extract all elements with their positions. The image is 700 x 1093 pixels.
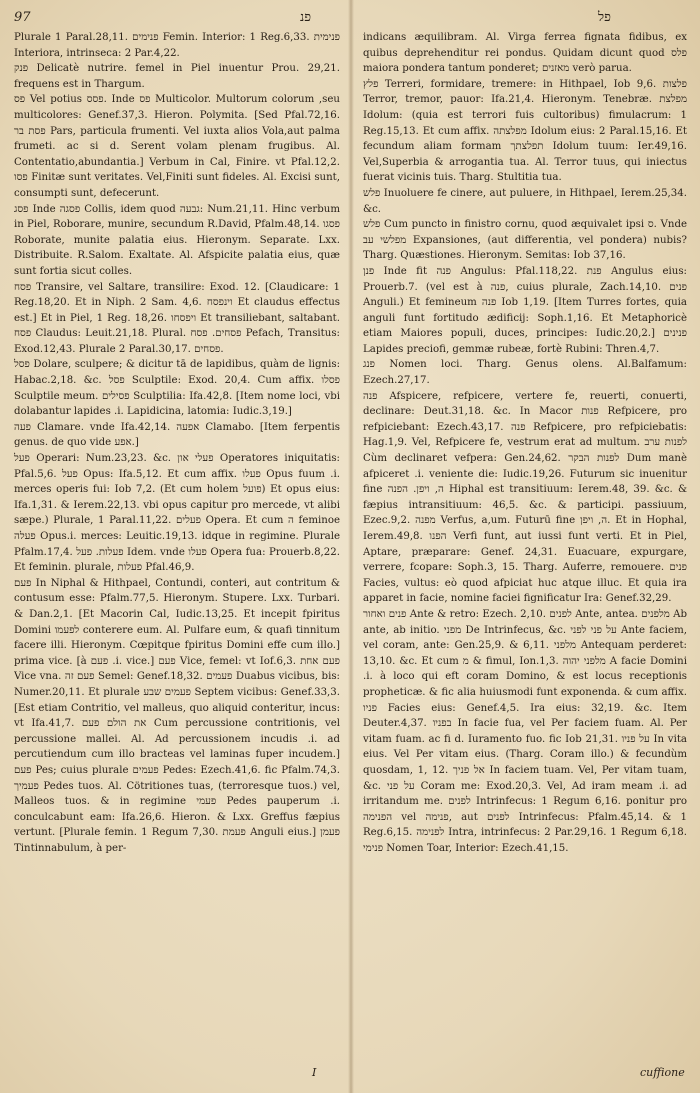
catchword: cuffione [640, 1066, 685, 1079]
entry-paragraph: פנן Inde fit פנה Angulus: Pfal.118,22. פנת Angulus eius: Prouerb.7. (vel est à פנה, cuius plurale, Zach.14,10. פנים Anguli.) Et femineum פנה Iob 1,19. [Item Turres fortes, quia anguli funt fortitudo ædificij: Soph.1,16. Et Metaphoricè etiam Maiores populi, duces, principes: Iudic.20,2.] פנינים Lapides preciofi, gemmæ rubeæ, fortè Rubini: Thren.4,7. [363, 265, 687, 355]
entry-paragraph: פעם In Niphal & Hithpael, Contundi, conteri, aut contritum & contusum esse: Pfalm.77,5. Hieronym. Stupere. Lxx. Turbari. & Dan.2,1. [Et Macorin Cal, Iudic.13,25. Et incepit fpiritus Domini לפעמו conterere eum. Al. Pulfare eum, & quafi tinnitum facere illi. Hieronym. Cœpitque fpiritus Domini effe cum illo.] prima vice. [à פעם .i. vice.] פעם Vice, femel: vt Iof.6,3. פעם אחת Vice vna. פעם זה Semel: Genef.18,32. פעמים Duabus vicibus, bis: Numer.20,11. Et plurale פעמים שבע Septem vicibus: Genef.33,3. [Est etiam Contritio, vel malleus, quo aliquid conteritur, incus: vt Ifa.41,7. את הולם פעם Cum percussione contritionis, vel percussione mallei. Al. Ad percussionem incudis .i. ad percutiendum cum illo bracteas vel laminas fuper incudem.] פעם Pes; cuius plurale פעמים Pedes: Ezech.41,6. fic Pfalm.74,3. פעמיך Pedes tuos. Al. Cötritiones tuas, (terroresque tuos.) vel, Malleos tuos. & in regimine פעמי Pedes pauperum .i. conculcabunt eam: Ifa.26,6. Hieron. & Lxx. Greffus fæpius vertunt. [Plurale femin. 1 Regum 7,30. פעמת Anguli eius.] פעמן Tintinnabulum, à per- [14, 577, 340, 854]
entry-paragraph: Plurale 1 Paral.28,11. פנימים Femin. Interior: 1 Reg.6,33. פנימית Interiora, intrinseca: 2 Par.4,22. [14, 32, 340, 59]
entry-paragraph: פלש Inuoluere fe cinere, aut puluere, in Hithpael, Ierem.25,34. &c. [363, 187, 687, 215]
entry-paragraph: פנג Nomen loci. Tharg. Genus olens. Al.Balfamum: Ezech.27,17. [363, 359, 687, 387]
entry-paragraph: פסג Inde פסגה Collis, idem quod גבעה: Num.21,11. Hinc verbum in Piel, Roborare, munire, secundum R.David, Pfalm.48,14. פסגו Roborate, munite palatia eius. Hieronym. Separate. Lxx. Distribuite. R.Salom. Exaltate. Al. Afspicite palatia eius, quæ sunt fortia sicut colles. [14, 203, 340, 277]
running-head-right: פל [598, 10, 611, 25]
entry-paragraph: פנק Delicatè nutrire. femel in Piel inuentur Prou. 29,21. frequens est in Thargum. [14, 63, 340, 90]
signature-mark: I [312, 1066, 317, 1079]
running-head-left: פנ [300, 10, 312, 25]
entry-paragraph: פנים ואחור Ante & retro: Ezech. 2,10. לפנים Ante, antea. מלפנים Ab ante, ab initio. מפני De Intrinfecus, &c. על פני לפני Ante faciem, vel coram, ante: Gen.25,9. & 6,11. מלפני Antequam perderet: 13,10. &c. Et cum מ & fimul, Ion.1,3. מלפני יהוה A facie Domini .i. à loco qui eft coram Domino, & est locus receptionis propheticæ. & fic alia huiusmodi funt exponenda. & cum affix. פניו Facies eius: Genef.4,5. Ira eius: 32,19. &c. Item Deuter.4,37. בפניו In facie fua, vel Per faciem fuam. Al. Per vitam fuam. ac fi d. Iuramento fuo. fic Iob 21,31. על פניו In vita eius. Vel Per vitam eius. (Tharg. Coram illo.) & fecundùm quosdam, 1, 12. אל פניך In faciem tuam. Vel, Per vitam tuam, &c. על פני Coram me: Exod.20,3. Vel, Ad iram meam .i. ad irritandum me. לפנים Intrinfecus: 1 Regum 6,16. ponitur pro הפנימה vel פנימה, aut לפנים Intrinfecus: Pfalm.45,14. & 1 Reg.6,15. לפנימה Intra, intrinfecus: 2 Par.29,16. 1 Regum 6,18. פנימי Nomen Toar, Interior: Ezech.41,15. [363, 608, 687, 854]
page-number: 97 [14, 10, 31, 25]
entry-paragraph: פלץ Terreri, formidare, tremere: in Hithpael, Iob 9,6. פלצות Terror, tremor, pauor: Ifa.21,4. Hieronym. Tenebræ. מפלצת Idolum: (quia est terrori fuis cultoribus) fimulacrum: 1 Reg.15,13. Et cum affix. מפלצתה Idolum eius: 2 Paral.15,16. Et fecundum aliam formam תפלצתך Idolum tuum: Ier.49,16. Vel,Superbia & arrogantia tua. Al. Terror tuus, qui iniectus fuerat vicinis tuis. Tharg. Stultitia tua. [363, 78, 687, 184]
entry-paragraph: פעה Clamare. vnde Ifa.42,14. אפעה Clamabo. [Item ferpentis genus. de quo vide אפע.] [14, 421, 340, 449]
entry-paragraph: פלש Cum puncto in finistro cornu, quod æquivalet ipsi ס. Vnde מפלשי עב Expansiones, (aut differentia, vel pondera) nubis? Tharg. Quæstiones. Hieronym. Semitas: Iob 37,16. [363, 219, 687, 262]
entry-paragraph: פעל Operari: Num.23,23. &c. פעלי און Operatores iniquitatis: Pfal.5,6. פעל Opus: Ifa.5,12. Et cum affix. פעלו Opus fuum .i. merces operis fui: Iob 7,2. (Et cum holem פועל) Et opus eius: Ifa.1,31. & Ierem.22,13. vbi opus capitur pro mercede, vt alibi sæpe.) Plurale, 1 Paral.11,22. פעלים Opera. Et cum ה feminoe פעלה Opus.i. merces: Leuitic.19,13. idque in regimine. Plurale Pfalm.17,4. פעלות. פעל Idem. vnde פעלו Opera fua: Prouerb.8,22. Et feminin. plurale, פעלות Pfal.46,9. [14, 453, 340, 574]
entry-paragraph: פסח Transire, vel Saltare, transilire: Exod. 12. [Claudicare: 1 Reg.18,20. Et in Niph. 2 Sam. 4,6. וינפסח Et claudus effectus est.] Et in Piel, 1 Reg. 18,26. ויפסחו Et transiliebant, saltabant. פסח Claudus: Leuit.21,18. Plural. פסחים. פסח Pefach, Transitus: Exod.12,43. Plurale 2 Paral.30,17. פסחים. [14, 281, 340, 355]
right-column [363, 30, 687, 1080]
entry-paragraph: פנה Afspicere, refpicere, vertere fe, reuerti, conuerti, declinare: Deut.31,18. &c. In Macor פנות Refpicere, pro refpiciebant: Ezech.43,17. פנה Refpicere, pro refpiciebatis: Hag.1,9. Vel, Refpicere fe, vestrum erat ad multum. לפנות ערב Cùm declinaret vefpera: Gen.24,62. לפנות הבקר Dum manè afpiceret .i. veniente die: Iudic.19,26. Futurum sic inuenitur fine ה, ויפן. הפנה Hiphal est transitiuum: Ierem.48, 39. &c. & fæpius intransitiuum: 46,5. &c. & participi. passiuum, Ezec.9,2. מפנה Verfus, a,um. Futurū fine ה, ויפן. Et in Hophal, Ierem.49,8. הפנו Verfi funt, aut iussi funt verti. Et in Piel, Aptare, præparare: Genef. 24,31. Euacuare, expurgare, verrere, fcopare: Soph.3, 15. Tharg. Auferre, remouere. פנים Facies, vultus: eò quod afpiciat huc atque illuc. Et quia ira apparet in facie, nomine faciei fignificatur Ira: Genef.32,29. [363, 390, 687, 605]
entry-paragraph: פס Vel potius פסס. Inde פס Multicolor. Multorum colorum ,seu multicolores: Genef.37,3. Hieron. Polymita. [Sed Pfal.72,16. פסת בר Pars, particula frumenti. Vel iuxta alios Vola,aut palma frumeti. ac si d. Serent volam plenam frugibus. Al. Contentatio,abundantia.] Verbum in Cal, Finire. vt Pfal.12,2. פסו Finitæ sunt veritates. Vel,Finiti sunt fideles. Al. Excisi sunt, consumpti sunt, defecerunt. [14, 94, 340, 199]
left-column [14, 30, 340, 1080]
entry-paragraph: indicans æquilibram. Al. Virga ferrea fignata fidibus, ex quibus deprehenditur rei pondus. Quidam dicunt quod פלס maiora pondera tantum ponderet; מאזנים verò parua. [363, 32, 687, 75]
entry-paragraph: פסל Dolare, sculpere; & dicitur tā de lapidibus, quàm de lignis: Habac.2,18. &c. פסל Sculptile: Exod. 20,4. Cum affix. פסלו Sculptile meum. פסילים Sculptilia: Ifa.42,8. [Item nome loci, vbi dolabantur lapides .i. Lapidicina, latomia: Iudic.3,19.] [14, 359, 340, 418]
center-gutter [348, 0, 354, 1093]
